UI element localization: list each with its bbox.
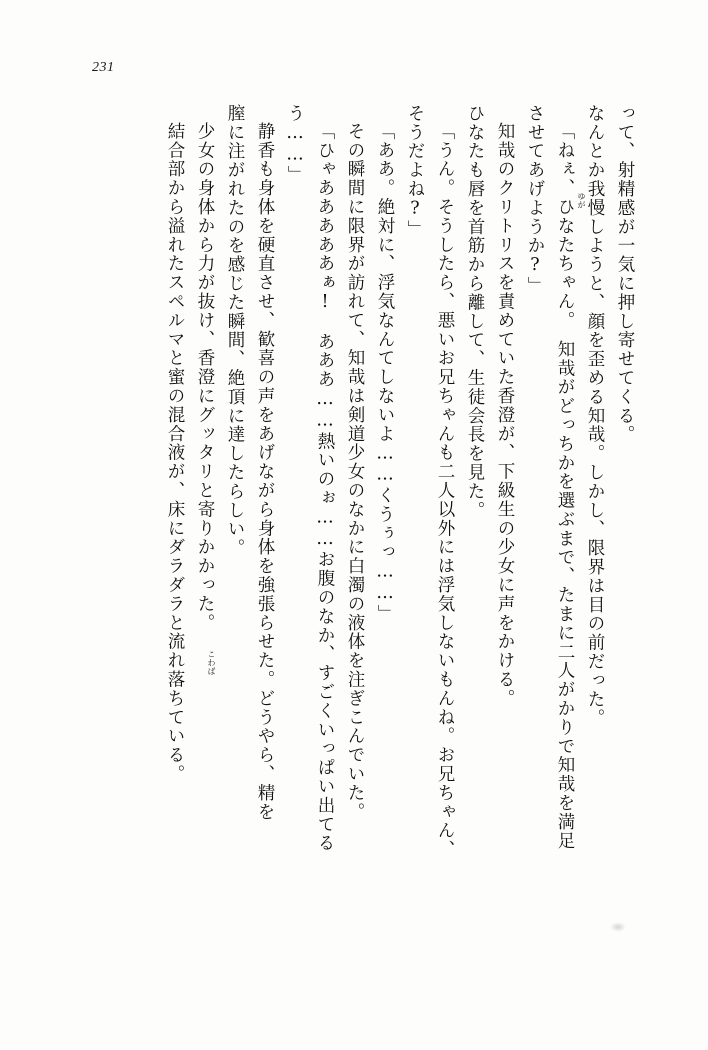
text-line: させてあげようか?」	[525, 104, 545, 296]
text-line: う……」	[285, 104, 305, 185]
text-line: 結合部から溢れたスペルマと蜜の混合液が、床にダラダラと流れ落ちている。	[165, 122, 185, 784]
text-line: そうだよね?」	[405, 104, 425, 239]
text-line: 少女の身体から力が抜け、香澄にグッタリと寄りかかった。	[195, 122, 215, 633]
text-line: 膣に注がれたのを感じた瞬間、絶頂に達したらしい。	[225, 104, 245, 558]
text-line: なんとか我慢しようと、顔を歪める知哉。しかし、限界は目の前だった。	[585, 104, 605, 728]
text-line: ひなたも唇を首筋から離して、生徒会長を見た。	[465, 104, 485, 520]
ruby-annotation-yuga: ゆが	[577, 192, 586, 209]
text-line: 静香も身体を硬直させ、歓喜の声をあげながら身体を強張らせた。どうやら、精を	[255, 122, 275, 822]
vertical-text-block	[62, 104, 640, 972]
text-line: 「ああ。絶対に、浮気なんてしないよ……くうぅっ……」	[375, 122, 395, 624]
text-line: 知哉のクリトリスを責めていた香澄が、下級生の少女に声をかける。	[495, 122, 515, 708]
page-number: 231	[92, 60, 115, 75]
text-line: 「ねぇ、ひなたちゃん。 知哉がどっちかを選ぶまで、たまに二人がかりで知哉を満足	[555, 122, 575, 851]
text-line: 「うん。そうしたら、悪いお兄ちゃんも二人以外には浮気しないもんね。お兄ちゃん、	[435, 122, 455, 860]
ruby-annotation-kowaba: こわば	[207, 650, 216, 676]
text-line: って、射精感が一気に押し寄せてくる。	[615, 104, 635, 445]
paper-smudge	[610, 922, 626, 932]
text-line: 「ひゃあああああぁ! あああ……熱いのぉ……お腹のなか、すごくいっぱい出てる	[315, 122, 335, 853]
text-line: その瞬間に限界が訪れて、知哉は剣道少女のなかに白濁の液体を注ぎこんでいた。	[345, 122, 365, 822]
